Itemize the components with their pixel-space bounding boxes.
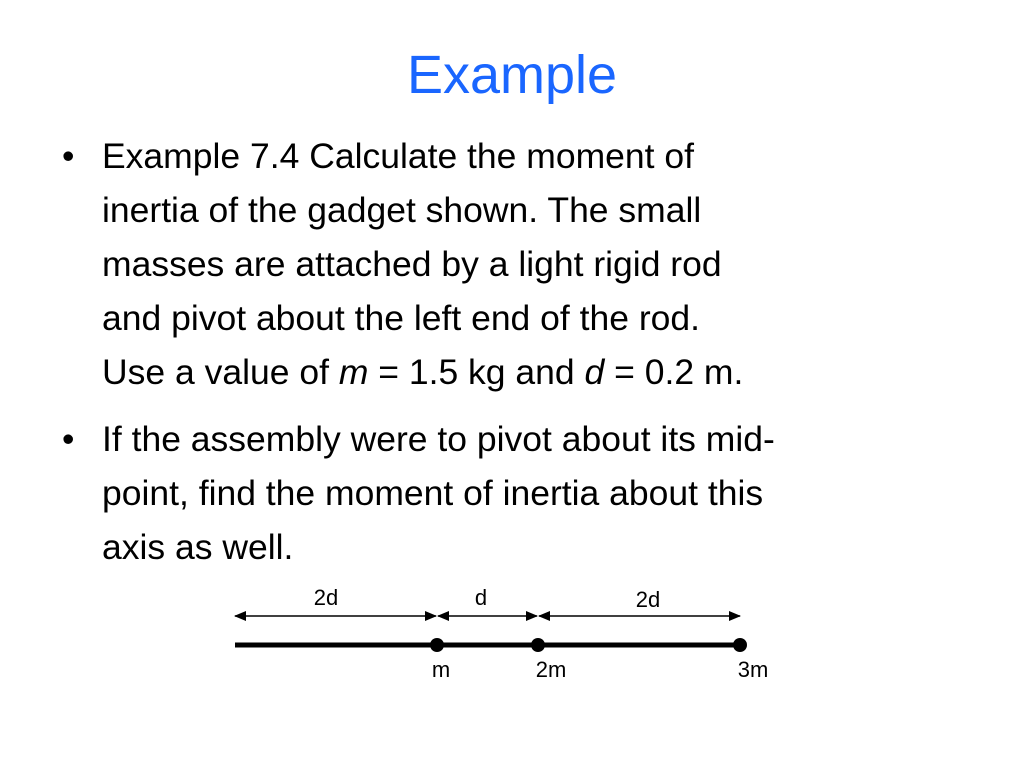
dimension-label-2d-right: 2d bbox=[635, 587, 661, 612]
mass-label-m: m bbox=[431, 657, 451, 682]
bullet-icon: • bbox=[62, 419, 75, 459]
bullet-text-line: inertia of the gadget shown. The small bbox=[102, 190, 702, 230]
bullet-text-line: point, find the moment of inertia about this bbox=[102, 473, 764, 513]
distance-variable: d bbox=[584, 352, 605, 392]
bullet-text-line: Example 7.4 Calculate the moment of bbox=[102, 136, 694, 176]
mass-variable: m bbox=[338, 352, 369, 392]
mass-point-m bbox=[430, 638, 444, 652]
values-prefix: Use a value of bbox=[102, 352, 339, 392]
dimension-label-d: d bbox=[474, 585, 488, 610]
bullet-text-line: masses are attached by a light rigid rod bbox=[102, 244, 722, 284]
mass-label-2m: 2m bbox=[535, 657, 567, 682]
dimension-label-2d-left: 2d bbox=[313, 585, 339, 610]
bullet-text-line: and pivot about the left end of the rod. bbox=[102, 298, 701, 338]
mass-label-3m: 3m bbox=[737, 657, 769, 682]
mass-point-2m bbox=[531, 638, 545, 652]
slide-title: Example bbox=[406, 45, 618, 105]
bullet-text-line: axis as well. bbox=[102, 527, 294, 567]
mass-value: = 1.5 kg and bbox=[368, 352, 585, 392]
distance-value: = 0.2 m. bbox=[604, 352, 744, 392]
bullet-text-line: If the assembly were to pivot about its mid- bbox=[102, 419, 775, 459]
mass-point-3m bbox=[733, 638, 747, 652]
bullet-icon: • bbox=[62, 136, 75, 176]
